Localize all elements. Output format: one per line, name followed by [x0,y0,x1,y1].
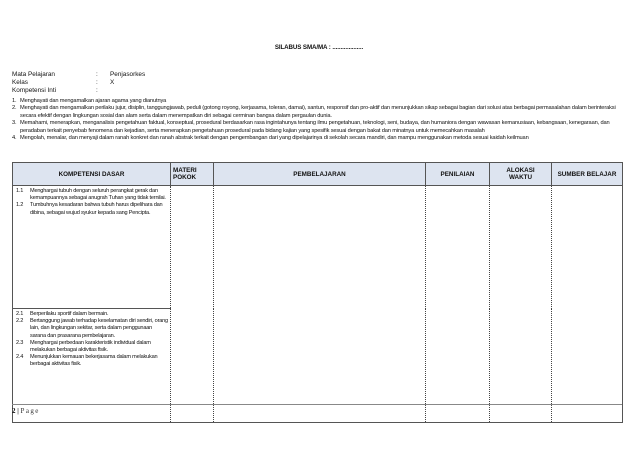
meta-label: Mata Pelajaran [12,71,55,78]
list-number: 4. [12,135,17,142]
list-number: 3. [12,120,17,127]
kd-text: Menunjukkan kemauan bekerjasama dalam melakukan berbagai aktivitas fisik. [30,354,158,368]
header-line: WAKTU [508,174,533,181]
page-number: 2 [12,407,16,415]
header-line: ALOKASI [506,167,535,174]
list-item [12,120,622,135]
list-number: 1. [12,98,17,104]
kd-cell [13,186,171,309]
meta-separator: : [96,79,98,86]
meta-row-subject [12,71,145,79]
kd-number: 2.2 [16,318,24,325]
kd-item [13,188,170,202]
list-text: Menghayati dan mengamalkan perilaku jujur, disiplin, tanggungjawab, peduli (gotong royong, kerjasama, toleran, damai), santun, responsif dan pro-aktif dan menunjukkan sikap sebagai bagian dari solusi atas berbagai permasalahan dalam berinteraksi secara efektif dengan lingkungan sosial dan alam serta dalam menempatkan diri sebagai cerminan bangsa dalam pergaulan dunia. [20,105,616,119]
meta-row-class [12,79,145,87]
header-kompetensi-dasar: KOMPETENSI DASAR [13,163,171,186]
table-row [13,186,623,309]
sumber-cell [552,186,623,309]
header-pembelajaran: PEMBELAJARAN [214,163,426,186]
meta-row-core-competence [12,87,145,95]
penilaian-cell [426,186,490,309]
header-alokasi-waktu [490,163,552,186]
meta-value: X [110,79,115,86]
kd-number: 2.3 [16,339,24,346]
header-penilaian: PENILAIAN [426,163,490,186]
header-line: POKOK [173,174,197,181]
kd-text: Bertanggung jawab terhadap keselamatan diri sendiri, orang lain, dan lingkungan sekitar, serta dalam penggunaan sarana dan prasarana pembelajaran. [30,318,168,339]
alokasi-cell [490,186,552,309]
subject-info [12,71,145,95]
meta-label: Kelas [12,79,28,86]
table-header-row [13,163,623,186]
kd-text: Berperilaku sportif dalam bermain. [30,311,109,317]
list-item [12,105,622,120]
header-sumber-belajar: SUMBER BELAJAR [552,163,623,186]
kd-number: 2.1 [16,311,24,317]
list-item [12,98,622,105]
page-label: Page [20,407,40,415]
meta-separator: : [96,87,98,94]
kd-item [13,318,170,340]
footer-separator: | [17,407,19,415]
list-text: Menghayati dan mengamalkan ajaran agama yang dianutnya [20,98,167,104]
header-line: MATERI [173,167,197,174]
list-number: 2. [12,105,17,112]
document-title: SILABUS SMA/MA : ................... [274,44,364,51]
meta-label: Kompetensi Inti [12,87,57,94]
kd-item [13,202,170,216]
list-text: Mengolah, menalar, dan menyaji dalam ranah konkret dan ranah abstrak terkait dengan pengembangan dari yang dipelajarinya di sekolah secara mandiri, dan mampu menggunakan metoda sesuai kaidah keilmuan [20,135,529,142]
meta-separator: : [96,71,98,78]
kd-text: Tumbuhnya kesadaran bahwa tubuh harus dipelihara dan dibina, sebagai wujud syukur kepada sang Pencipta. [30,202,163,216]
page-footer [12,404,622,415]
header-materi-pokok [171,163,214,186]
materi-cell [171,186,214,309]
kd-number: 1.2 [16,202,24,209]
pembelajaran-cell [214,186,426,309]
kd-item [13,311,170,318]
core-competence-list [12,98,622,142]
kd-number: 2.4 [16,354,24,361]
kd-text: Menghargai tubuh dengan seluruh perangkat gerak dan kemampuannya sebagai anugrah Tuhan yang tidak ternilai. [30,188,166,202]
kd-number: 1.1 [16,188,24,194]
syllabus-table [12,162,623,423]
list-item [12,135,622,142]
kd-item [13,354,170,368]
meta-value: Penjasorkes [110,71,146,78]
list-text: Memahami, menerapkan, menganalisis pengetahuan faktual, konseptual, prosedural berdasarkan rasa ingintahunya tentang ilmu pengetahuan, teknologi, seni, budaya, dan humaniora dengan wawasan kemanusiaan, kebangsaan, kenegaraan, dan peradaban terkait penyebab fenomena dan kejadian, serta menerapkan pengetahuan prosedural pada bidang kajian yang spesifik sesuai dengan bakat dan minatnya untuk memecahkan masalah [20,120,610,134]
kd-item [13,340,170,354]
kd-text: Menghargai perbedaan karakteristik individual dalam melakukan berbagai aktivitas fisik. [30,339,151,354]
